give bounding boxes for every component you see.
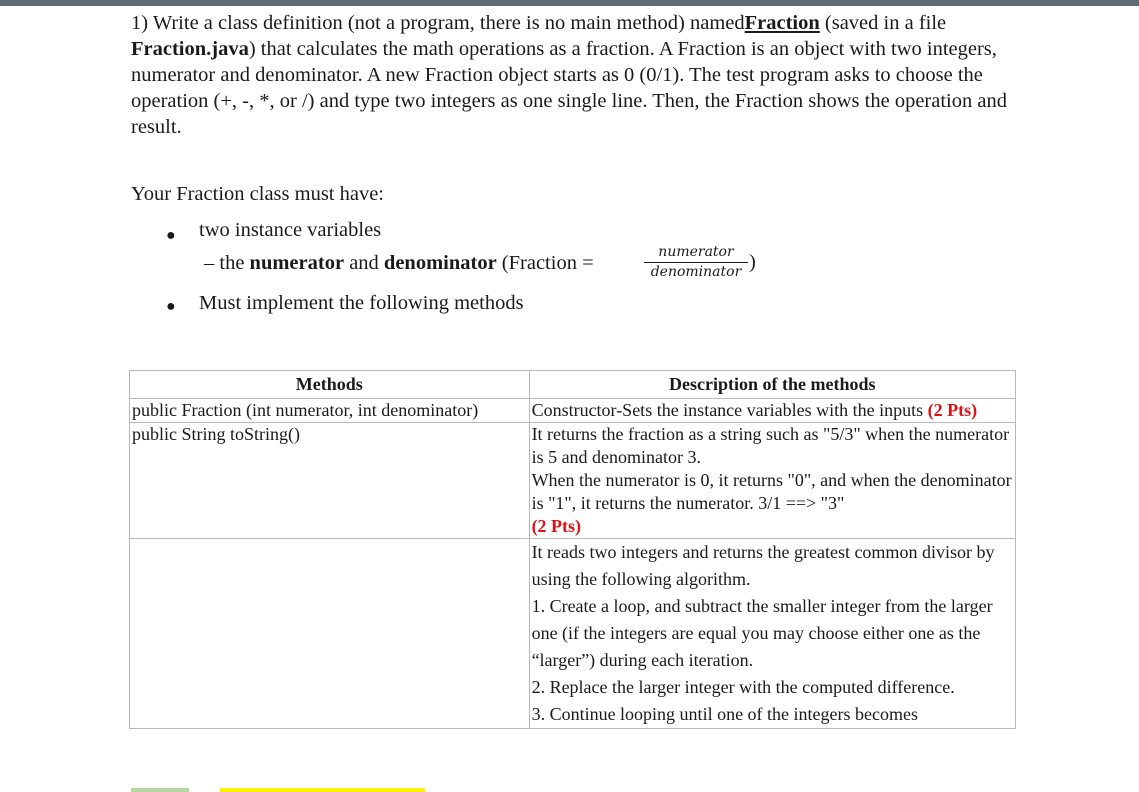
formula-close-paren: ) — [749, 251, 756, 273]
intro-text-2: (saved in a file — [824, 12, 947, 34]
bullet-methods: Must implement the following methods — [199, 292, 524, 314]
table-header-row — [130, 371, 1016, 399]
points-label: (2 Pts) — [531, 516, 582, 536]
intro-text-3: ) that calculates the math operations as a fraction. A Fraction is an object with two integers, numerator and denominator. A new Fraction object starts as 0 (0/1). The test program asks to choose the operation (+, -, *, or /) and type two integers as one single line. Then, the Fraction shows the operation and result. — [131, 38, 1007, 138]
highlight-yellow — [220, 788, 425, 792]
bullet-instance-variables: two instance variables — [199, 219, 382, 241]
desc-text: 2. Replace the larger integer with the computed difference. — [531, 677, 955, 697]
table-row — [130, 399, 1016, 423]
description-gcd — [529, 539, 1015, 729]
desc-text: 3. Continue looping until one of the integers becomes — [531, 704, 918, 724]
sub-and: and — [349, 252, 379, 274]
points-label: (2 Pts) — [927, 400, 978, 420]
requirements-heading: Your Fraction class must have: — [131, 183, 385, 205]
bullet-icon: ● — [166, 298, 176, 315]
top-bar — [0, 0, 1139, 6]
assignment-intro — [131, 10, 1031, 140]
file-name: Fraction.java — [131, 38, 249, 60]
desc-text: It reads two integers and returns the greatest common divisor by using the following algorithm. — [531, 542, 995, 589]
method-constructor: public Fraction (int numerator, int denominator) — [130, 399, 530, 423]
method-tostring: public String toString() — [130, 423, 530, 539]
sub-denominator: denominator — [383, 252, 497, 274]
intro-text-1: 1) Write a class definition (not a program, there is no main method) named — [131, 12, 745, 34]
sub-numerator: numerator — [249, 252, 345, 274]
sub-suffix: (Fraction = — [501, 252, 594, 274]
formula-denominator: denominator — [650, 264, 742, 280]
fraction-formula — [644, 244, 748, 280]
header-methods: Methods — [130, 371, 530, 399]
formula-numerator: numerator — [644, 244, 748, 263]
class-name: Fraction — [744, 12, 820, 34]
highlight-green — [131, 788, 189, 792]
table-row — [130, 423, 1016, 539]
desc-text: When the numerator is 0, it returns "0", and when the denominator is "1", it returns the numerator. 3/1 ==> "3" — [531, 470, 1012, 513]
desc-text: Constructor-Sets the instance variables with the inputs — [531, 400, 924, 420]
header-description: Description of the methods — [529, 371, 1015, 399]
sub-prefix: – the — [204, 252, 245, 274]
description-tostring — [529, 423, 1015, 539]
methods-table — [129, 370, 1016, 729]
method-gcd — [130, 539, 530, 729]
desc-text: It returns the fraction as a string such as "5/3" when the numerator is 5 and denominator 3. — [531, 424, 1010, 467]
bullet-icon: ● — [166, 227, 176, 244]
instance-variables-detail — [204, 252, 594, 275]
table-row — [130, 539, 1016, 729]
desc-text: 1. Create a loop, and subtract the smaller integer from the larger one (if the integers are equal you may choose either one as the “larger”) during each iteration. — [531, 596, 993, 670]
description-constructor — [529, 399, 1015, 423]
